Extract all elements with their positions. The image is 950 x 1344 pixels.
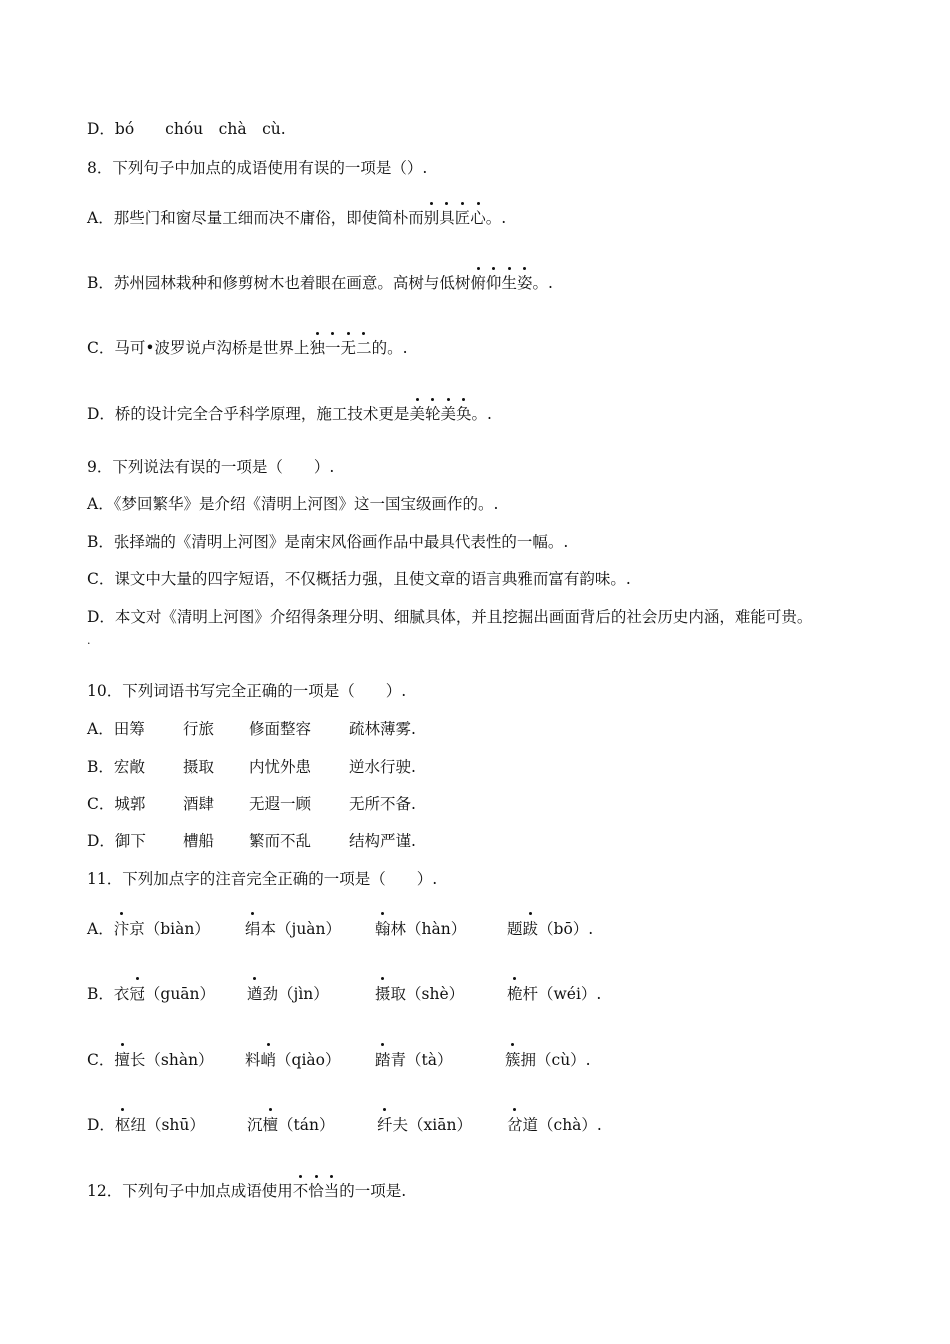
q11-cell [507, 1113, 602, 1135]
dotted-char: 姿 [516, 274, 533, 292]
q8-c-tail: 的。. [371, 339, 408, 357]
dotted-char: 一 [325, 339, 341, 357]
q8-a-tail: 。. [485, 209, 507, 227]
cell-post: 夫（xiān） [392, 1116, 472, 1134]
q10-cell: 行旅 [183, 720, 215, 738]
cell-post: （guān） [144, 985, 216, 1003]
dotted-char: 岔 [507, 1113, 523, 1135]
dotted-char: 遒 [247, 982, 263, 1004]
dotted-char: 当 [323, 1182, 340, 1200]
dotted-char: 峭 [261, 1048, 277, 1070]
q10-cell: 酒肆 [183, 795, 215, 813]
cell-post: 长（shàn） [129, 1051, 214, 1069]
cell-pre: B．衣 [87, 985, 130, 1003]
cell-post: （bō）. [538, 920, 594, 938]
q9-option-d-tail: . [87, 634, 91, 647]
dotted-char: 独 [309, 339, 326, 357]
q10-cell: 槽船 [183, 832, 215, 850]
q9-option-a: A．《梦回繁华》是介绍《清明上河图》这一国宝级画作的。. [87, 495, 499, 513]
q10-cell: 修面整容 [249, 720, 312, 738]
dotted-char: 不 [292, 1182, 309, 1200]
cell-post: 林（hàn） [390, 920, 467, 938]
dotted-char: 簇 [505, 1048, 521, 1070]
cell-post: （tán） [278, 1116, 335, 1134]
dotted-char: 匠 [454, 209, 471, 227]
q10-cell: 逆水行驶. [349, 758, 416, 776]
q8-option-c [87, 337, 408, 359]
q8-d-tail: 。. [471, 405, 492, 423]
q8-b-text: B．苏州园林栽种和修剪树木也着眼在画意。高树与低树 [87, 274, 471, 292]
q11-cell [375, 982, 464, 1004]
dotted-char: 跋 [523, 917, 539, 939]
q10-cell: A．田筹 [87, 720, 145, 738]
dotted-char: 奂 [455, 405, 472, 423]
q8-d-text: D．桥的设计完全合乎科学原理，施工技术更是 [87, 405, 410, 423]
q11-cell [245, 1048, 340, 1070]
cell-post: 拥（cù）. [520, 1051, 591, 1069]
dotted-char: 别 [423, 209, 440, 227]
q9-stem: 9．下列说法有误的一项是（ ）. [87, 458, 335, 476]
dotted-char: 摄 [375, 982, 391, 1004]
q11-cell [375, 1048, 453, 1070]
dotted-char: 轮 [424, 405, 441, 423]
q10-cell: 无所不备. [349, 795, 416, 813]
dotted-char: 无 [340, 339, 357, 357]
q11-cell [245, 917, 341, 939]
cell-pre: D． [87, 1116, 115, 1134]
q12-text: 12．下列句子中加点成语使用 [87, 1182, 293, 1200]
q11-cell [507, 917, 593, 939]
dotted-char: 俯 [470, 274, 486, 292]
q11-cell [247, 982, 329, 1004]
q10-cell: 繁而不乱 [249, 832, 312, 850]
cell-pre: 料 [245, 1051, 261, 1069]
dotted-char: 恰 [308, 1182, 324, 1200]
q11-cell [247, 1113, 334, 1135]
q8-a-text: A．那些门和窗尽量工细而决不庸俗，即使简朴而 [87, 209, 424, 227]
q10-cell: B．宏敞 [87, 758, 145, 776]
q10-cell: 结构严谨. [349, 832, 416, 850]
q10-cell: C．城郭 [87, 795, 146, 813]
dotted-char: 纤 [377, 1113, 393, 1135]
q12-stem [87, 1180, 406, 1202]
cell-post: 京（biàn） [129, 920, 210, 938]
dotted-char: 桅 [507, 982, 523, 1004]
q7-option-d: D．bó chóu chà cù. [87, 120, 286, 138]
dotted-char: 汴 [114, 917, 130, 939]
q11-stem: 11．下列加点字的注音完全正确的一项是（ ）. [87, 870, 438, 888]
cell-pre: C． [87, 1051, 115, 1069]
dotted-char: 心 [470, 209, 486, 227]
cell-post: 青（tà） [390, 1051, 453, 1069]
dotted-char: 绢 [245, 917, 261, 939]
q11-cell [507, 982, 601, 1004]
q10-cell: 无遐一顾 [249, 795, 312, 813]
q9-option-c: C．课文中大量的四字短语，不仅概括力强，且使文章的语言典雅而富有韵味。. [87, 570, 631, 588]
q11-cell [87, 1113, 205, 1135]
q8-option-b [87, 272, 553, 294]
dotted-char: 具 [439, 209, 455, 227]
q9-option-b: B．张择端的《清明上河图》是南宋风俗画作品中最具代表性的一幅。. [87, 533, 569, 551]
q10-cell: 疏林薄雾. [349, 720, 416, 738]
dotted-char: 美 [440, 405, 456, 423]
cell-pre: 沉 [247, 1116, 263, 1134]
q11-cell [87, 917, 210, 939]
dotted-char: 生 [501, 274, 517, 292]
dotted-char: 仰 [485, 274, 502, 292]
cell-post: 杆（wéi）. [522, 985, 602, 1003]
q11-cell [87, 1048, 214, 1070]
dotted-char: 翰 [375, 917, 391, 939]
cell-pre: A． [87, 920, 114, 938]
q8-option-a [87, 207, 506, 229]
q8-option-d [87, 403, 492, 425]
cell-pre: 题 [507, 920, 523, 938]
q11-cell [375, 917, 466, 939]
q8-stem: 8．下列句子中加点的成语使用有误的一项是（）. [87, 159, 428, 177]
q9-option-d: D．本文对《清明上河图》介绍得条理分明、细腻具体，并且挖掘出画面背后的社会历史内涵，难能可贵。 [87, 608, 813, 626]
q11-cell [87, 982, 215, 1004]
cell-post: 道（chà）. [522, 1116, 602, 1134]
q8-c-text: C．马可•波罗说卢沟桥是世界上 [87, 339, 310, 357]
dotted-char: 美 [409, 405, 425, 423]
q11-cell [377, 1113, 472, 1135]
dotted-char: 二 [356, 339, 372, 357]
cell-post: 纽（shū） [130, 1116, 205, 1134]
q10-cell: 摄取 [183, 758, 215, 776]
q12-tail: 的一项是. [339, 1182, 407, 1200]
q10-stem: 10．下列词语书写完全正确的一项是（ ）. [87, 682, 407, 700]
dotted-char: 踏 [375, 1048, 391, 1070]
q10-cell: D．御下 [87, 832, 146, 850]
cell-post: 劲（jìn） [262, 985, 329, 1003]
dotted-char: 冠 [129, 982, 145, 1004]
cell-post: （qiào） [276, 1051, 341, 1069]
dotted-char: 擅 [114, 1048, 130, 1070]
dotted-char: 枢 [115, 1113, 131, 1135]
cell-post: 取（shè） [390, 985, 465, 1003]
q8-b-tail: 。. [532, 274, 553, 292]
q11-cell [505, 1048, 591, 1070]
q10-cell: 内忧外患 [249, 758, 312, 776]
cell-post: 本（juàn） [260, 920, 342, 938]
dotted-char: 檀 [263, 1113, 279, 1135]
